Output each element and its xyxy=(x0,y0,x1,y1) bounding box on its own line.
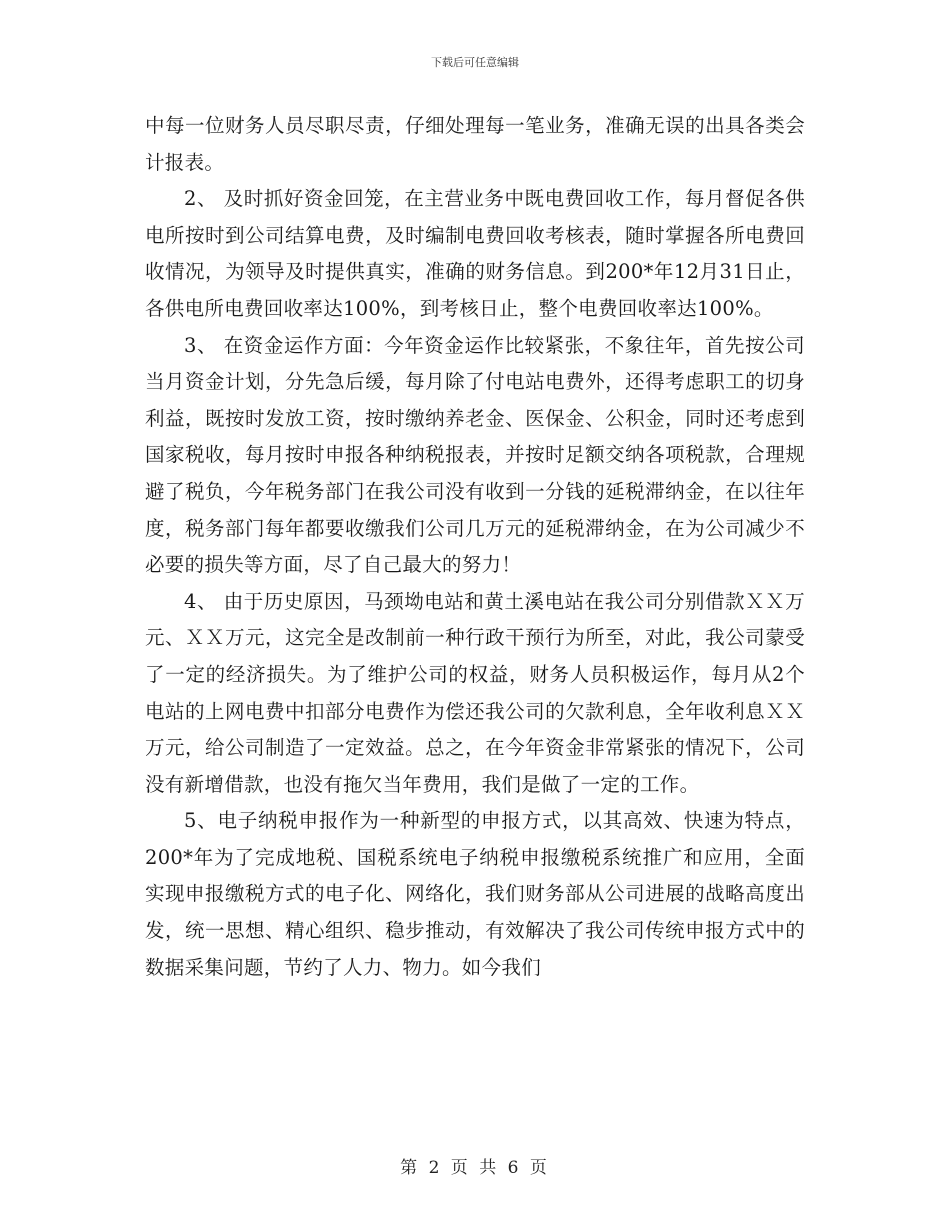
page-header: 下载后可任意编辑 xyxy=(431,56,519,69)
paragraph-4: 4、 由于历史原因，马颈坳电站和黄土溪电站在我公司分别借款ＸＸ万元、ＸＸ万元，这完全是改制前一种行政干预行为所至，对此，我公司蒙受了一定的经济损失。为了维护公司的权益，财务人员积极运作，每月从2个电站的上网电费中扣部分电费作为偿还我公司的欠款利息，全年收利息ＸＸ万元，给公司制造了一定效益。总之，在今年资金非常紧张的情况下，公司没有新增借款，也没有拖欠当年费用，我们是做了一定的工作。 xyxy=(145,589,805,796)
paragraph-3: 3、 在资金运作方面：今年资金运作比较紧张，不象往年，首先按公司当月资金计划，分先急后缓，每月除了付电站电费外，还得考虑职工的切身利益，既按时发放工资，按时缴纳养老金、医保金、公积金，同时还考虑到国家税收，每月按时申报各种纳税报表，并按时足额交纳各项税款，合理规避了税负，今年税务部门在我公司没有收到一分钱的延税滞纳金，在以往年度，税务部门每年都要收缴我们公司几万元的延税滞纳金，在为公司减少不必要的损失等方面，尽了自己最大的努力！ xyxy=(145,333,805,577)
paragraph-1: 中每一位财务人员尽职尽责，仔细处理每一笔业务，准确无误的出具各类会计报表。 xyxy=(145,114,805,174)
paragraph-5: 5、电子纳税申报作为一种新型的申报方式，以其高效、快速为特点，200*年为了完成地税、国税系统电子纳税申报缴税系统推广和应用，全面实现申报缴税方式的电子化、网络化，我们财务部从公司进展的战略高度出发，统一思想、精心组织、稳步推动，有效解决了我公司传统申报方式中的数据采集问题，节约了人力、物力。如今我们 xyxy=(145,809,805,979)
page-footer: 第 2 页 共 6 页 xyxy=(400,1158,550,1178)
paragraph-2: 2、 及时抓好资金回笼，在主营业务中既电费回收工作，每月督促各供电所按时到公司结算电费，及时编制电费回收考核表，随时掌握各所电费回收情况，为领导及时提供真实，准确的财务信息。到200*年12月31日止，各供电所电费回收率达100%，到考核日止，整个电费回收率达100%。 xyxy=(145,187,805,320)
document-body xyxy=(145,108,805,986)
